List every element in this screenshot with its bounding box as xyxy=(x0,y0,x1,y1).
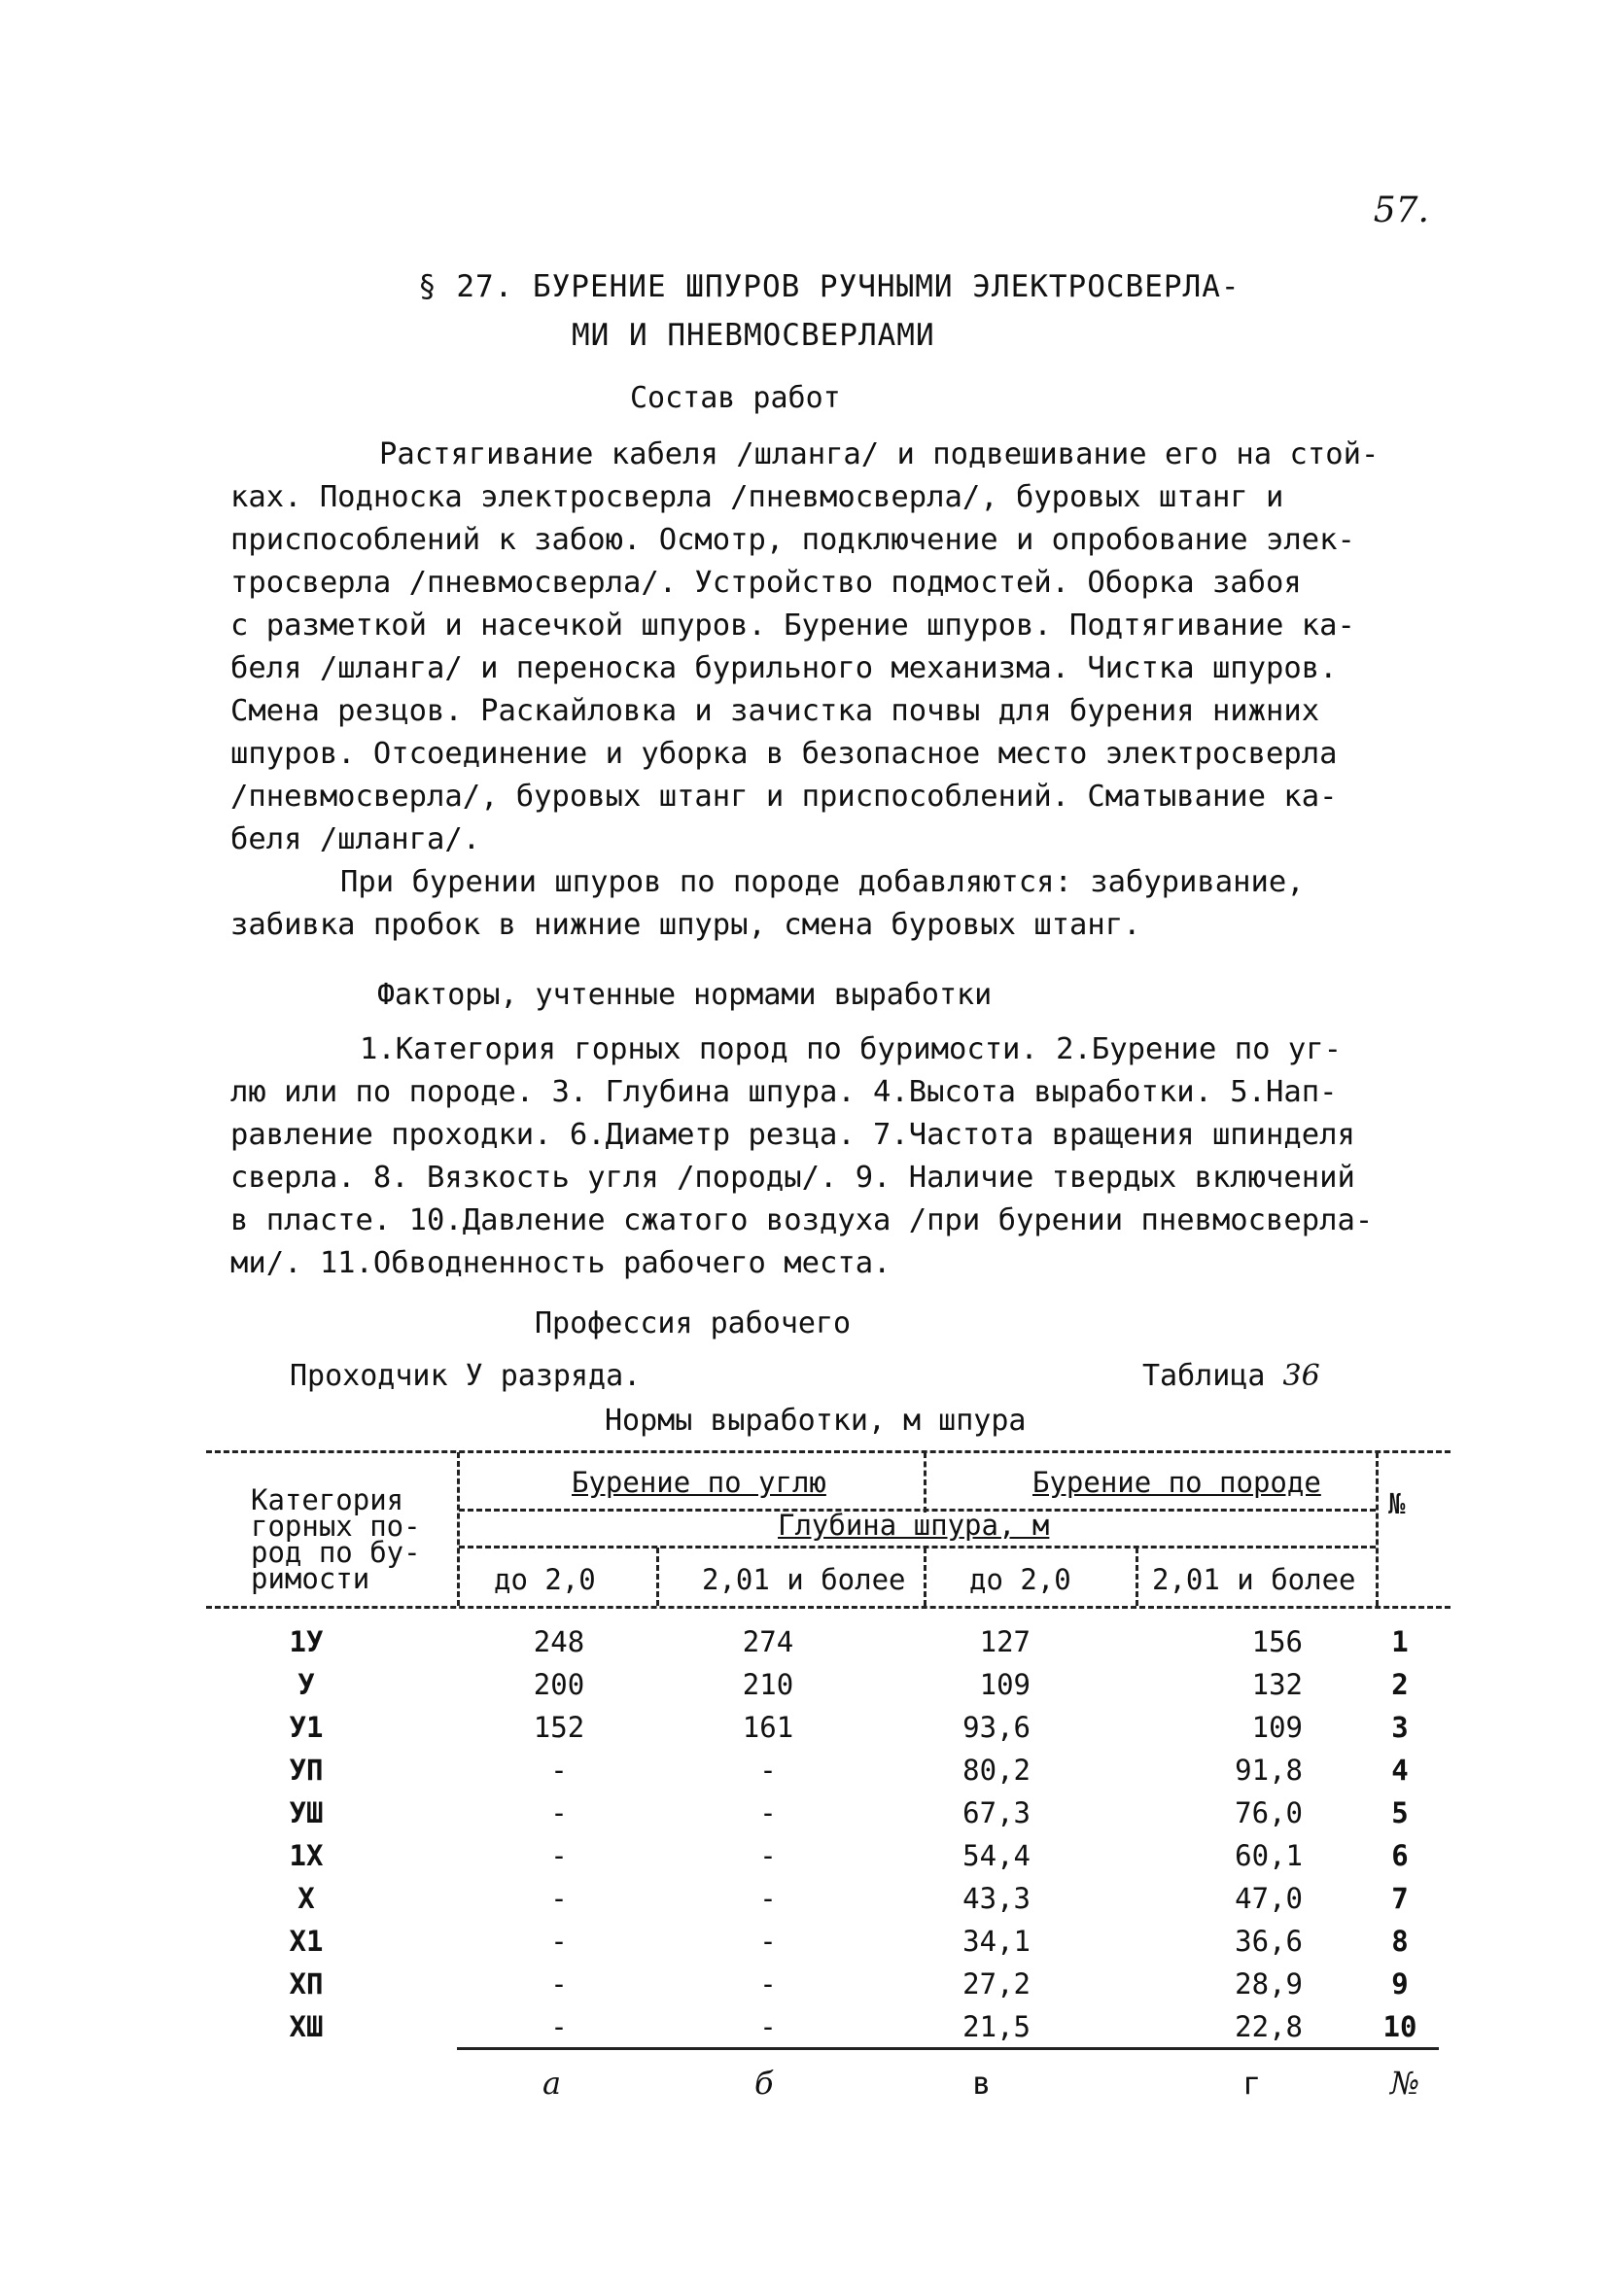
work-composition-heading: Состав работ xyxy=(630,381,841,415)
table-cell-category: 1Х xyxy=(289,1839,324,1872)
table-cell-n: 3 xyxy=(1391,1711,1409,1744)
subheader-rock-short: до 2,0 xyxy=(969,1563,1071,1596)
table-cell-a: - xyxy=(550,1967,568,2000)
table-cell-category: У1 xyxy=(289,1711,324,1744)
table-cell-g: 28,9 xyxy=(1235,1967,1303,2000)
text-line: лю или по породе. 3. Глубина шпура. 4.Высота выработки. 5.Нап- xyxy=(230,1075,1338,1109)
table-cell-n: 4 xyxy=(1391,1754,1409,1787)
table-cell-v: 54,4 xyxy=(962,1839,1031,1872)
text-line: /пневмосверла/, буровых штанг и приспособлений. Сматывание ка- xyxy=(230,780,1338,814)
table-cell-g: 60,1 xyxy=(1235,1839,1303,1872)
text-line: Смена резцов. Раскайловка и зачистка почвы для бурения нижних xyxy=(230,694,1320,728)
table-cell-b: 210 xyxy=(742,1668,794,1701)
table-bottom-rule xyxy=(457,2047,1439,2050)
table-cell-v: 80,2 xyxy=(962,1754,1031,1787)
table-cell-n: 8 xyxy=(1391,1925,1409,1958)
header-bottom-rule xyxy=(206,1606,1451,1609)
header-line: род по бу- xyxy=(251,1536,421,1569)
table-cell-n: 2 xyxy=(1391,1668,1409,1701)
text-line: равление проходки. 6.Диаметр резца. 7.Частота вращения шпинделя xyxy=(230,1118,1355,1152)
table-cell-g: 132 xyxy=(1251,1668,1303,1701)
table-cell-v: 109 xyxy=(979,1668,1031,1701)
subheader-coal-long: 2,01 и более xyxy=(702,1563,906,1596)
table-cell-b: - xyxy=(759,1839,777,1872)
table-cell-a: 152 xyxy=(533,1711,585,1744)
table-cell-n: 6 xyxy=(1391,1839,1409,1872)
header-line: Категория xyxy=(251,1483,404,1516)
table-cell-b: - xyxy=(759,1882,777,1915)
table-cell-n: 10 xyxy=(1382,2010,1417,2043)
table-cell-v: 127 xyxy=(979,1625,1031,1658)
text-line: забивка пробок в нижние шпуры, смена буровых штанг. xyxy=(230,908,1141,942)
col-rule xyxy=(924,1452,926,1513)
work-composition-paragraph xyxy=(230,434,1426,947)
text-line: 1.Категория горных пород по буримости. 2.Бурение по уг- xyxy=(360,1032,1342,1066)
table-cell-a: 200 xyxy=(533,1668,585,1701)
text-line: ках. Поднoска электросверла /пневмосверла/, буровых штанг и xyxy=(230,480,1284,514)
text-line: беля /шланга/. xyxy=(230,822,481,856)
text-line: с разметкой и насечкой шпуров. Бурение шпуров. Подтягивание ка- xyxy=(230,609,1355,643)
text-line: шпуров. Отсоединение и уборка в безопасное место электросверла xyxy=(230,737,1338,771)
coal-header: Бурение по углю xyxy=(572,1466,826,1499)
table-cell-b: 274 xyxy=(742,1625,794,1658)
table-cell-a: - xyxy=(550,1754,568,1787)
table-cell-b: - xyxy=(759,2010,777,2043)
table-cell-category: У xyxy=(297,1668,315,1701)
table-cell-b: - xyxy=(759,1754,777,1787)
text-line: сверла. 8. Вязкость угля /породы/. 9. Наличие твердых включений xyxy=(230,1161,1355,1195)
text-line: ми/. 11.Обводненность рабочего места. xyxy=(230,1246,891,1280)
table-cell-category: 1У xyxy=(289,1625,324,1658)
table-cell-g: 36,6 xyxy=(1235,1925,1303,1958)
page-number: 57. xyxy=(1373,191,1429,230)
text-line: в пласте. 10.Давление сжатого воздуха /при бурении пневмосверла- xyxy=(230,1203,1374,1237)
text-line: тросверла /пневмосверла/. Устройство подмостей. Оборка забоя xyxy=(230,566,1302,600)
category-header xyxy=(251,1483,421,1595)
title-line-2: МИ И ПНЕВМОСВЕРЛАМИ xyxy=(572,318,935,353)
table-cell-a: - xyxy=(550,2010,568,2043)
text-line: приспособлений к забою. Осмотр, подключение и опробование элек- xyxy=(230,523,1355,557)
table-label xyxy=(1142,1359,1320,1393)
table-cell-b: - xyxy=(759,1925,777,1958)
text-line: беля /шланга/ и переноска бурильного механизма. Чистка шпуров. xyxy=(230,651,1338,685)
header-rule xyxy=(459,1546,1376,1548)
norms-caption: Нормы выработки, м шпура xyxy=(605,1404,1027,1438)
table-cell-g: 109 xyxy=(1251,1711,1303,1744)
rock-header: Бурение по породе xyxy=(1032,1466,1321,1499)
table-cell-category: УП xyxy=(289,1754,324,1787)
subheader-rock-long: 2,01 и более xyxy=(1152,1563,1356,1596)
table-cell-g: 156 xyxy=(1251,1625,1303,1658)
footer-col-a: а xyxy=(542,2065,562,2102)
table-cell-v: 34,1 xyxy=(962,1925,1031,1958)
col-rule xyxy=(924,1548,926,1606)
footer-col-b: б xyxy=(754,2065,774,2102)
table-cell-category: УШ xyxy=(289,1796,324,1829)
col-rule xyxy=(457,1452,460,1606)
subheader-coal-short: до 2,0 xyxy=(494,1563,596,1596)
table-top-rule xyxy=(206,1450,1451,1453)
table-cell-v: 21,5 xyxy=(962,2010,1031,2043)
table-cell-a: - xyxy=(550,1925,568,1958)
table-cell-v: 27,2 xyxy=(962,1967,1031,2000)
table-cell-v: 43,3 xyxy=(962,1882,1031,1915)
table-cell-a: - xyxy=(550,1796,568,1829)
table-cell-a: - xyxy=(550,1882,568,1915)
table-label-text: Таблица xyxy=(1142,1359,1266,1393)
table-number: 36 xyxy=(1282,1359,1320,1393)
header-line: римости xyxy=(251,1562,370,1595)
table-cell-category: ХП xyxy=(289,1967,324,2000)
table-cell-category: Х1 xyxy=(289,1925,324,1958)
table-cell-category: ХШ xyxy=(289,2010,324,2043)
col-rule xyxy=(1136,1548,1138,1606)
table-cell-a: - xyxy=(550,1839,568,1872)
table-cell-a: 248 xyxy=(533,1625,585,1658)
table-cell-n: 1 xyxy=(1391,1625,1409,1658)
table-cell-b: - xyxy=(759,1796,777,1829)
footer-col-n: № xyxy=(1390,2065,1420,2102)
worker-grade: Проходчик У разряда. xyxy=(290,1359,642,1393)
number-header: № xyxy=(1388,1487,1406,1520)
factors-paragraph xyxy=(230,1028,1426,1285)
table-cell-v: 93,6 xyxy=(962,1711,1031,1744)
text-line: Растягивание кабеля /шланга/ и подвешивание его на стой- xyxy=(379,437,1380,471)
footer-col-g: г xyxy=(1242,2065,1262,2102)
title-line-1: § 27. БУРЕНИЕ ШПУРОВ РУЧНЫМИ ЭЛЕКТРОСВЕРЛА- xyxy=(418,269,1241,304)
profession-heading: Профессия рабочего xyxy=(535,1306,852,1340)
table-cell-n: 5 xyxy=(1391,1796,1409,1829)
table-cell-b: 161 xyxy=(742,1711,794,1744)
header-line: горных по- xyxy=(251,1510,421,1543)
table-cell-v: 67,3 xyxy=(962,1796,1031,1829)
table-cell-g: 22,8 xyxy=(1235,2010,1303,2043)
factors-heading: Факторы, учтенные нормами выработки xyxy=(377,978,993,1012)
table-cell-category: Х xyxy=(297,1882,315,1915)
text-line: При бурении шпуров по породе добавляются: забуривание, xyxy=(340,865,1305,899)
col-rule xyxy=(656,1548,659,1606)
table-cell-n: 9 xyxy=(1391,1967,1409,2000)
table-cell-g: 47,0 xyxy=(1235,1882,1303,1915)
section-title xyxy=(418,262,1241,360)
table-cell-n: 7 xyxy=(1391,1882,1409,1915)
footer-col-v: в xyxy=(972,2065,992,2102)
table-cell-b: - xyxy=(759,1967,777,2000)
table-cell-g: 76,0 xyxy=(1235,1796,1303,1829)
col-rule xyxy=(1376,1452,1379,1606)
table-cell-g: 91,8 xyxy=(1235,1754,1303,1787)
depth-header: Глубина шпура, м xyxy=(778,1509,1050,1542)
